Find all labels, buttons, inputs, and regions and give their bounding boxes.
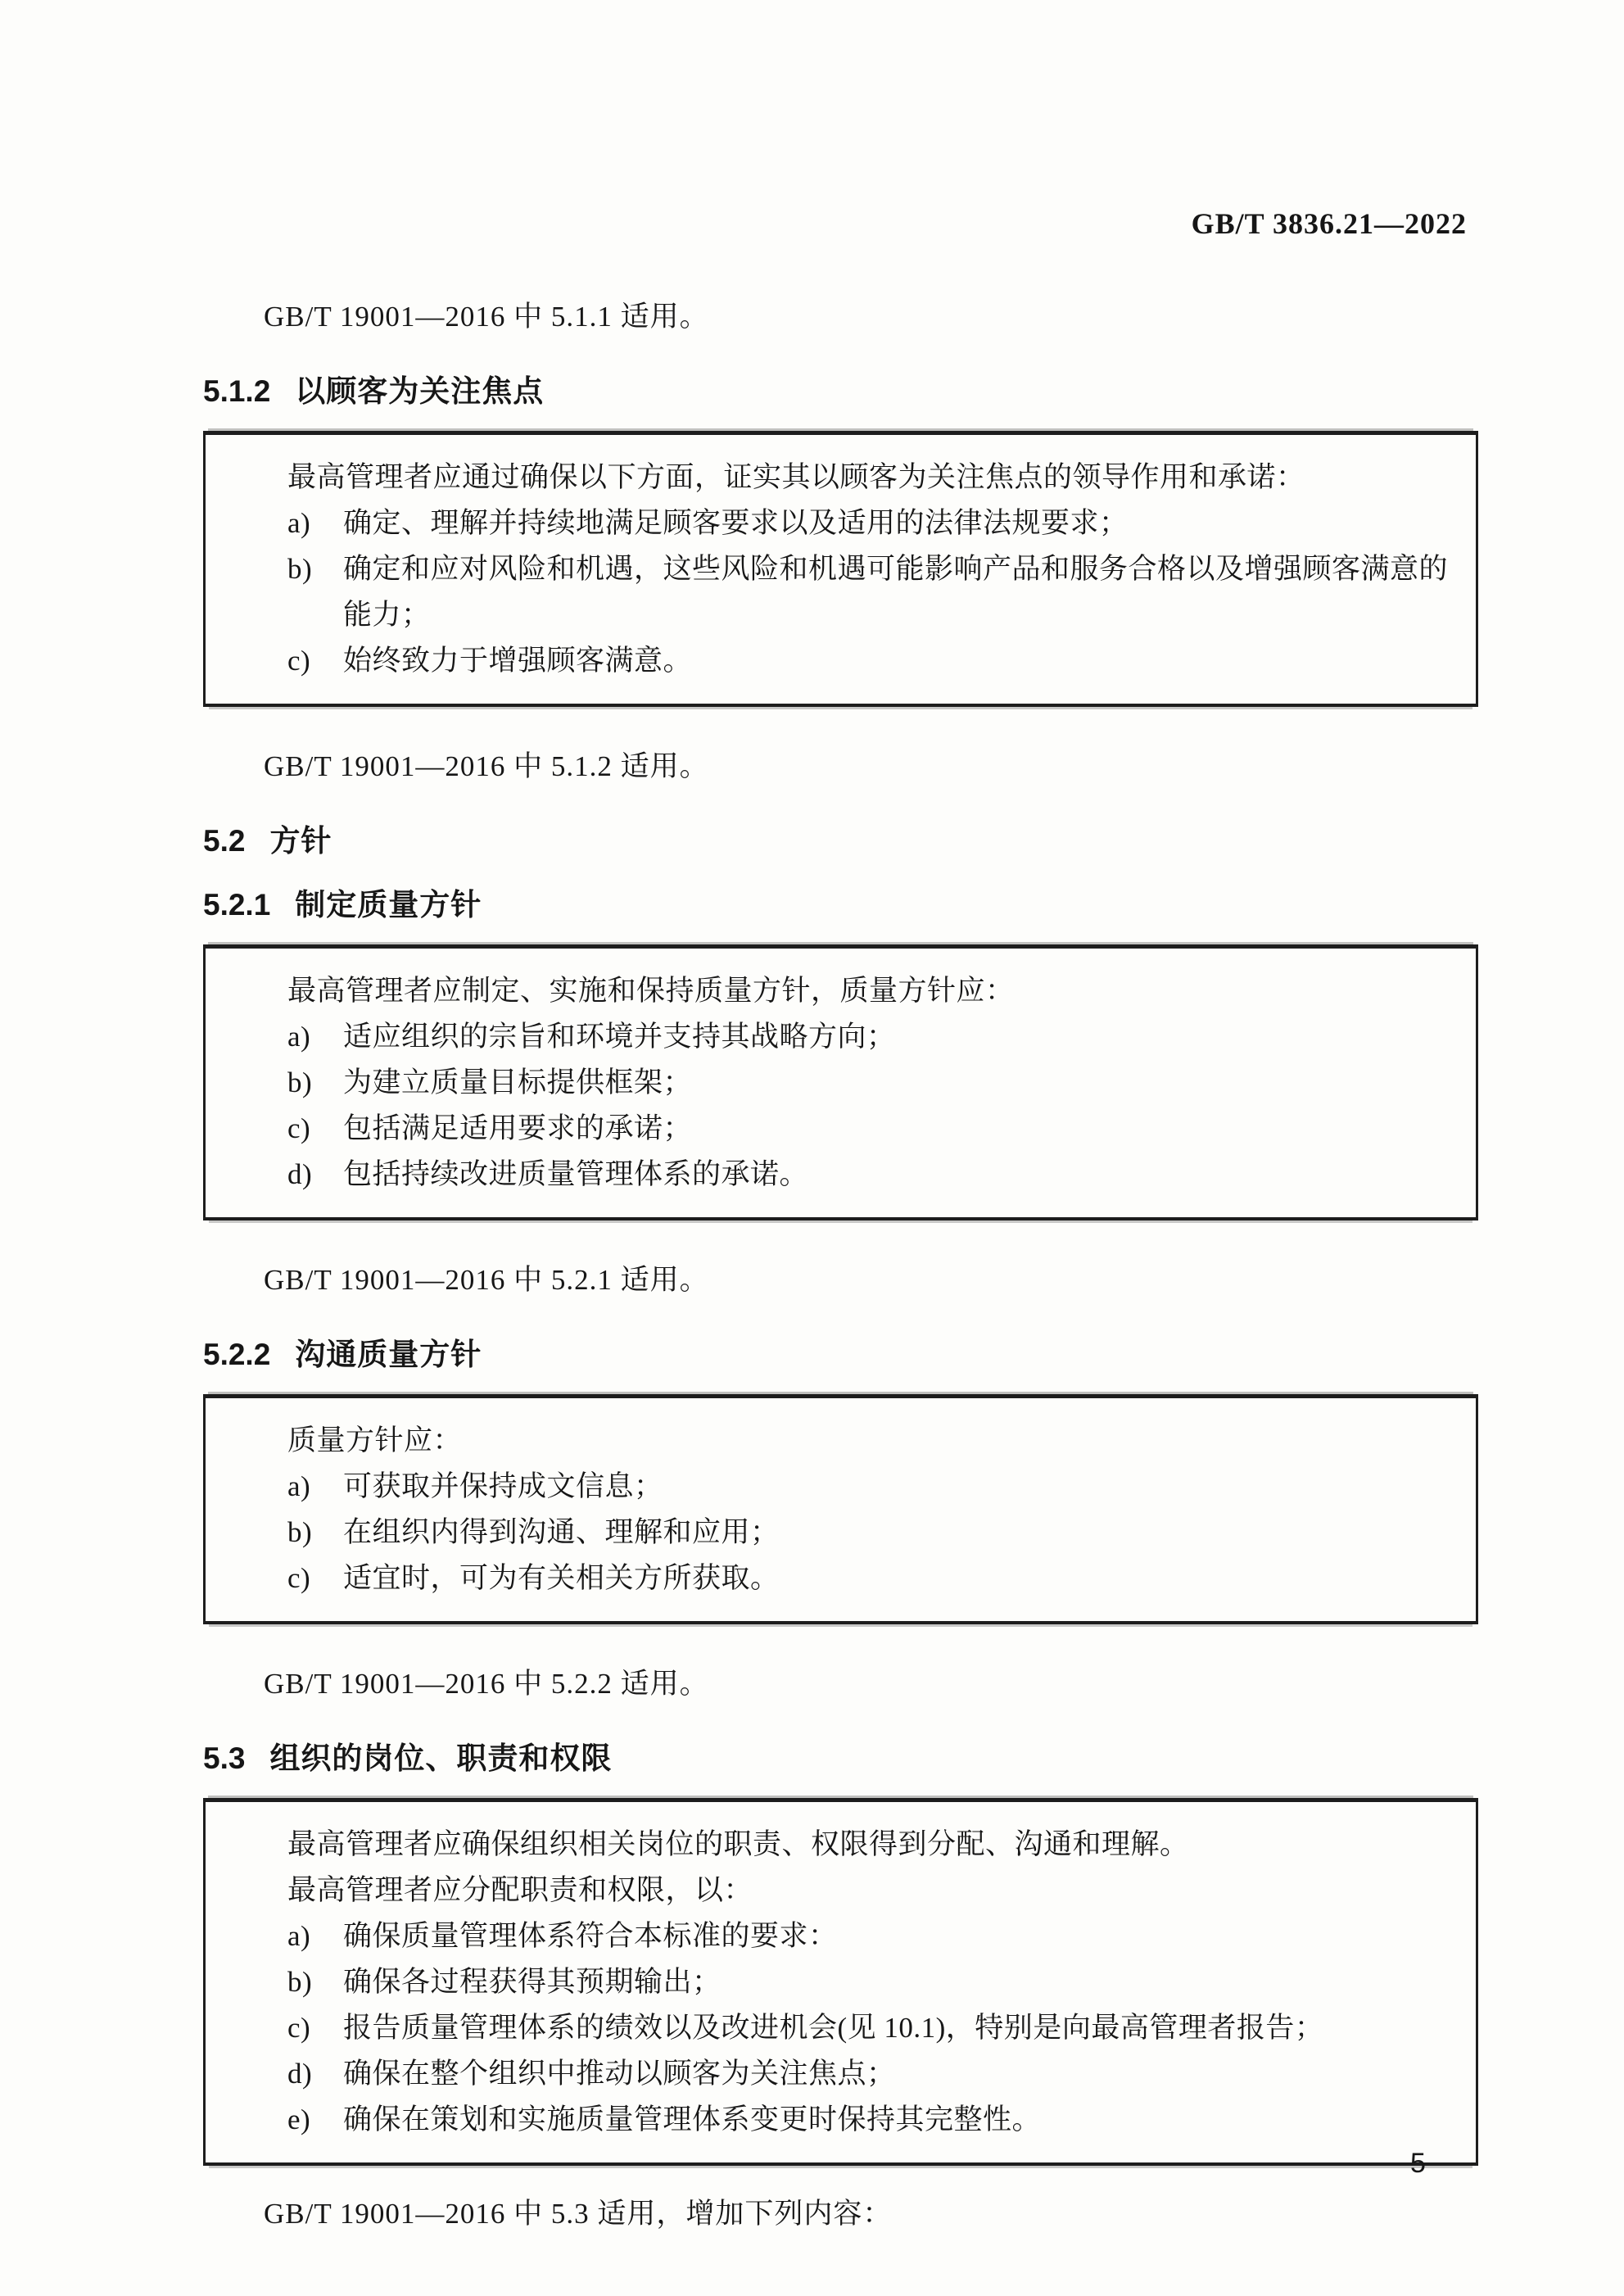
list-item	[287, 1060, 1453, 1106]
list-item	[287, 1959, 1453, 2005]
applicability-note-5-1-1: GB/T 19001—2016 中 5.1.1 适用。	[264, 301, 709, 333]
list-item	[287, 1152, 1453, 1198]
item-label: c)	[287, 2012, 311, 2044]
section-heading-5-1-2	[203, 372, 1478, 411]
box-intro: 最高管理者应制定、实施和保持质量方针，质量方针应：	[287, 975, 1015, 1007]
item-text: 确定、理解并持续地满足顾客要求以及适用的法律法规要求；	[343, 507, 1129, 539]
section-number: 5.3	[203, 1741, 246, 1775]
section-number: 5.2	[203, 824, 246, 858]
item-text: 确保各过程获得其预期输出；	[343, 1966, 722, 1998]
item-text: 确定和应对风险和机遇，这些风险和机遇可能影响产品和服务合格以及增强顾客满意的能力；	[343, 553, 1449, 631]
applicability-note-5-2-2: GB/T 19001—2016 中 5.2.2 适用。	[264, 1668, 709, 1700]
list-item	[287, 2005, 1453, 2051]
requirement-box-5-2-1	[203, 944, 1478, 1220]
item-text: 包括持续改进质量管理体系的承诺。	[343, 1158, 809, 1190]
list-item	[287, 1913, 1453, 1959]
item-label: d)	[287, 2058, 313, 2090]
item-text: 报告质量管理体系的绩效以及改进机会(见 10.1)，特别是向最高管理者报告；	[343, 2012, 1324, 2044]
item-label: c)	[287, 1112, 311, 1144]
applicability-note-5-2-1: GB/T 19001—2016 中 5.2.1 适用。	[264, 1264, 709, 1296]
item-text: 确保质量管理体系符合本标准的要求：	[343, 1920, 838, 1952]
list-item	[287, 2097, 1453, 2143]
item-text: 适应组织的宗旨和环境并支持其战略方向；	[343, 1021, 896, 1053]
item-text: 确保在整个组织中推动以顾客为关注焦点；	[343, 2058, 896, 2090]
section-number: 5.2.1	[203, 888, 271, 922]
section-title: 沟通质量方针	[295, 1338, 482, 1371]
page-number: 5	[1410, 2148, 1426, 2179]
list-item	[287, 1106, 1453, 1152]
item-label: a)	[287, 1920, 311, 1952]
item-label: b)	[287, 553, 313, 585]
list-item	[287, 638, 1453, 684]
requirement-box-5-3	[203, 1798, 1478, 2166]
item-label: a)	[287, 1021, 311, 1053]
standard-number: GB/T 3836.21—2022	[1191, 207, 1467, 240]
item-label: c)	[287, 645, 311, 677]
item-text: 包括满足适用要求的承诺；	[343, 1112, 693, 1144]
item-label: e)	[287, 2104, 311, 2135]
item-label: b)	[287, 1066, 313, 1098]
section-title: 组织的岗位、职责和权限	[269, 1741, 613, 1775]
applicability-note-5-1-2: GB/T 19001—2016 中 5.1.2 适用。	[264, 750, 709, 782]
list-item	[287, 1014, 1453, 1060]
item-text: 可获取并保持成文信息；	[343, 1470, 663, 1502]
list-item	[287, 500, 1453, 546]
box-intro: 质量方针应：	[287, 1424, 463, 1456]
section-heading-5-3	[203, 1739, 1478, 1778]
section-title: 方针	[269, 824, 332, 858]
document-header	[0, 0, 1467, 241]
item-text: 为建立质量目标提供框架；	[343, 1066, 693, 1098]
item-label: c)	[287, 1562, 311, 1594]
item-label: b)	[287, 1516, 313, 1548]
section-number: 5.2.2	[203, 1338, 271, 1371]
list-item	[287, 1556, 1453, 1601]
item-label: a)	[287, 507, 311, 539]
applicability-note-5-3: GB/T 19001—2016 中 5.3 适用，增加下列内容：	[264, 2198, 893, 2230]
item-text: 确保在策划和实施质量管理体系变更时保持其完整性。	[343, 2104, 1042, 2135]
item-label: d)	[287, 1158, 313, 1190]
section-number: 5.1.2	[203, 374, 271, 408]
section-title: 以顾客为关注焦点	[295, 374, 545, 408]
list-item	[287, 1510, 1453, 1556]
requirement-box-5-2-2	[203, 1394, 1478, 1624]
list-item	[287, 2051, 1453, 2097]
item-text: 始终致力于增强顾客满意。	[343, 645, 693, 677]
box-intro: 最高管理者应通过确保以下方面，证实其以顾客为关注焦点的领导作用和承诺：	[287, 461, 1305, 493]
section-title: 制定质量方针	[295, 888, 482, 922]
list-item	[287, 1464, 1453, 1510]
box-intro: 最高管理者应确保组织相关岗位的职责、权限得到分配、沟通和理解。	[287, 1828, 1189, 1860]
item-label: b)	[287, 1966, 313, 1998]
box-intro: 最高管理者应分配职责和权限，以：	[287, 1874, 753, 1906]
list-item	[287, 546, 1453, 638]
item-text: 在组织内得到沟通、理解和应用；	[343, 1516, 780, 1548]
section-heading-5-2-1	[203, 885, 1478, 925]
section-heading-5-2-2	[203, 1335, 1478, 1374]
item-label: a)	[287, 1470, 311, 1502]
section-heading-5-2	[203, 822, 1478, 861]
requirement-box-5-1-2	[203, 431, 1478, 707]
document-content	[203, 298, 1478, 2233]
item-text: 适宜时，可为有关相关方所获取。	[343, 1562, 780, 1594]
